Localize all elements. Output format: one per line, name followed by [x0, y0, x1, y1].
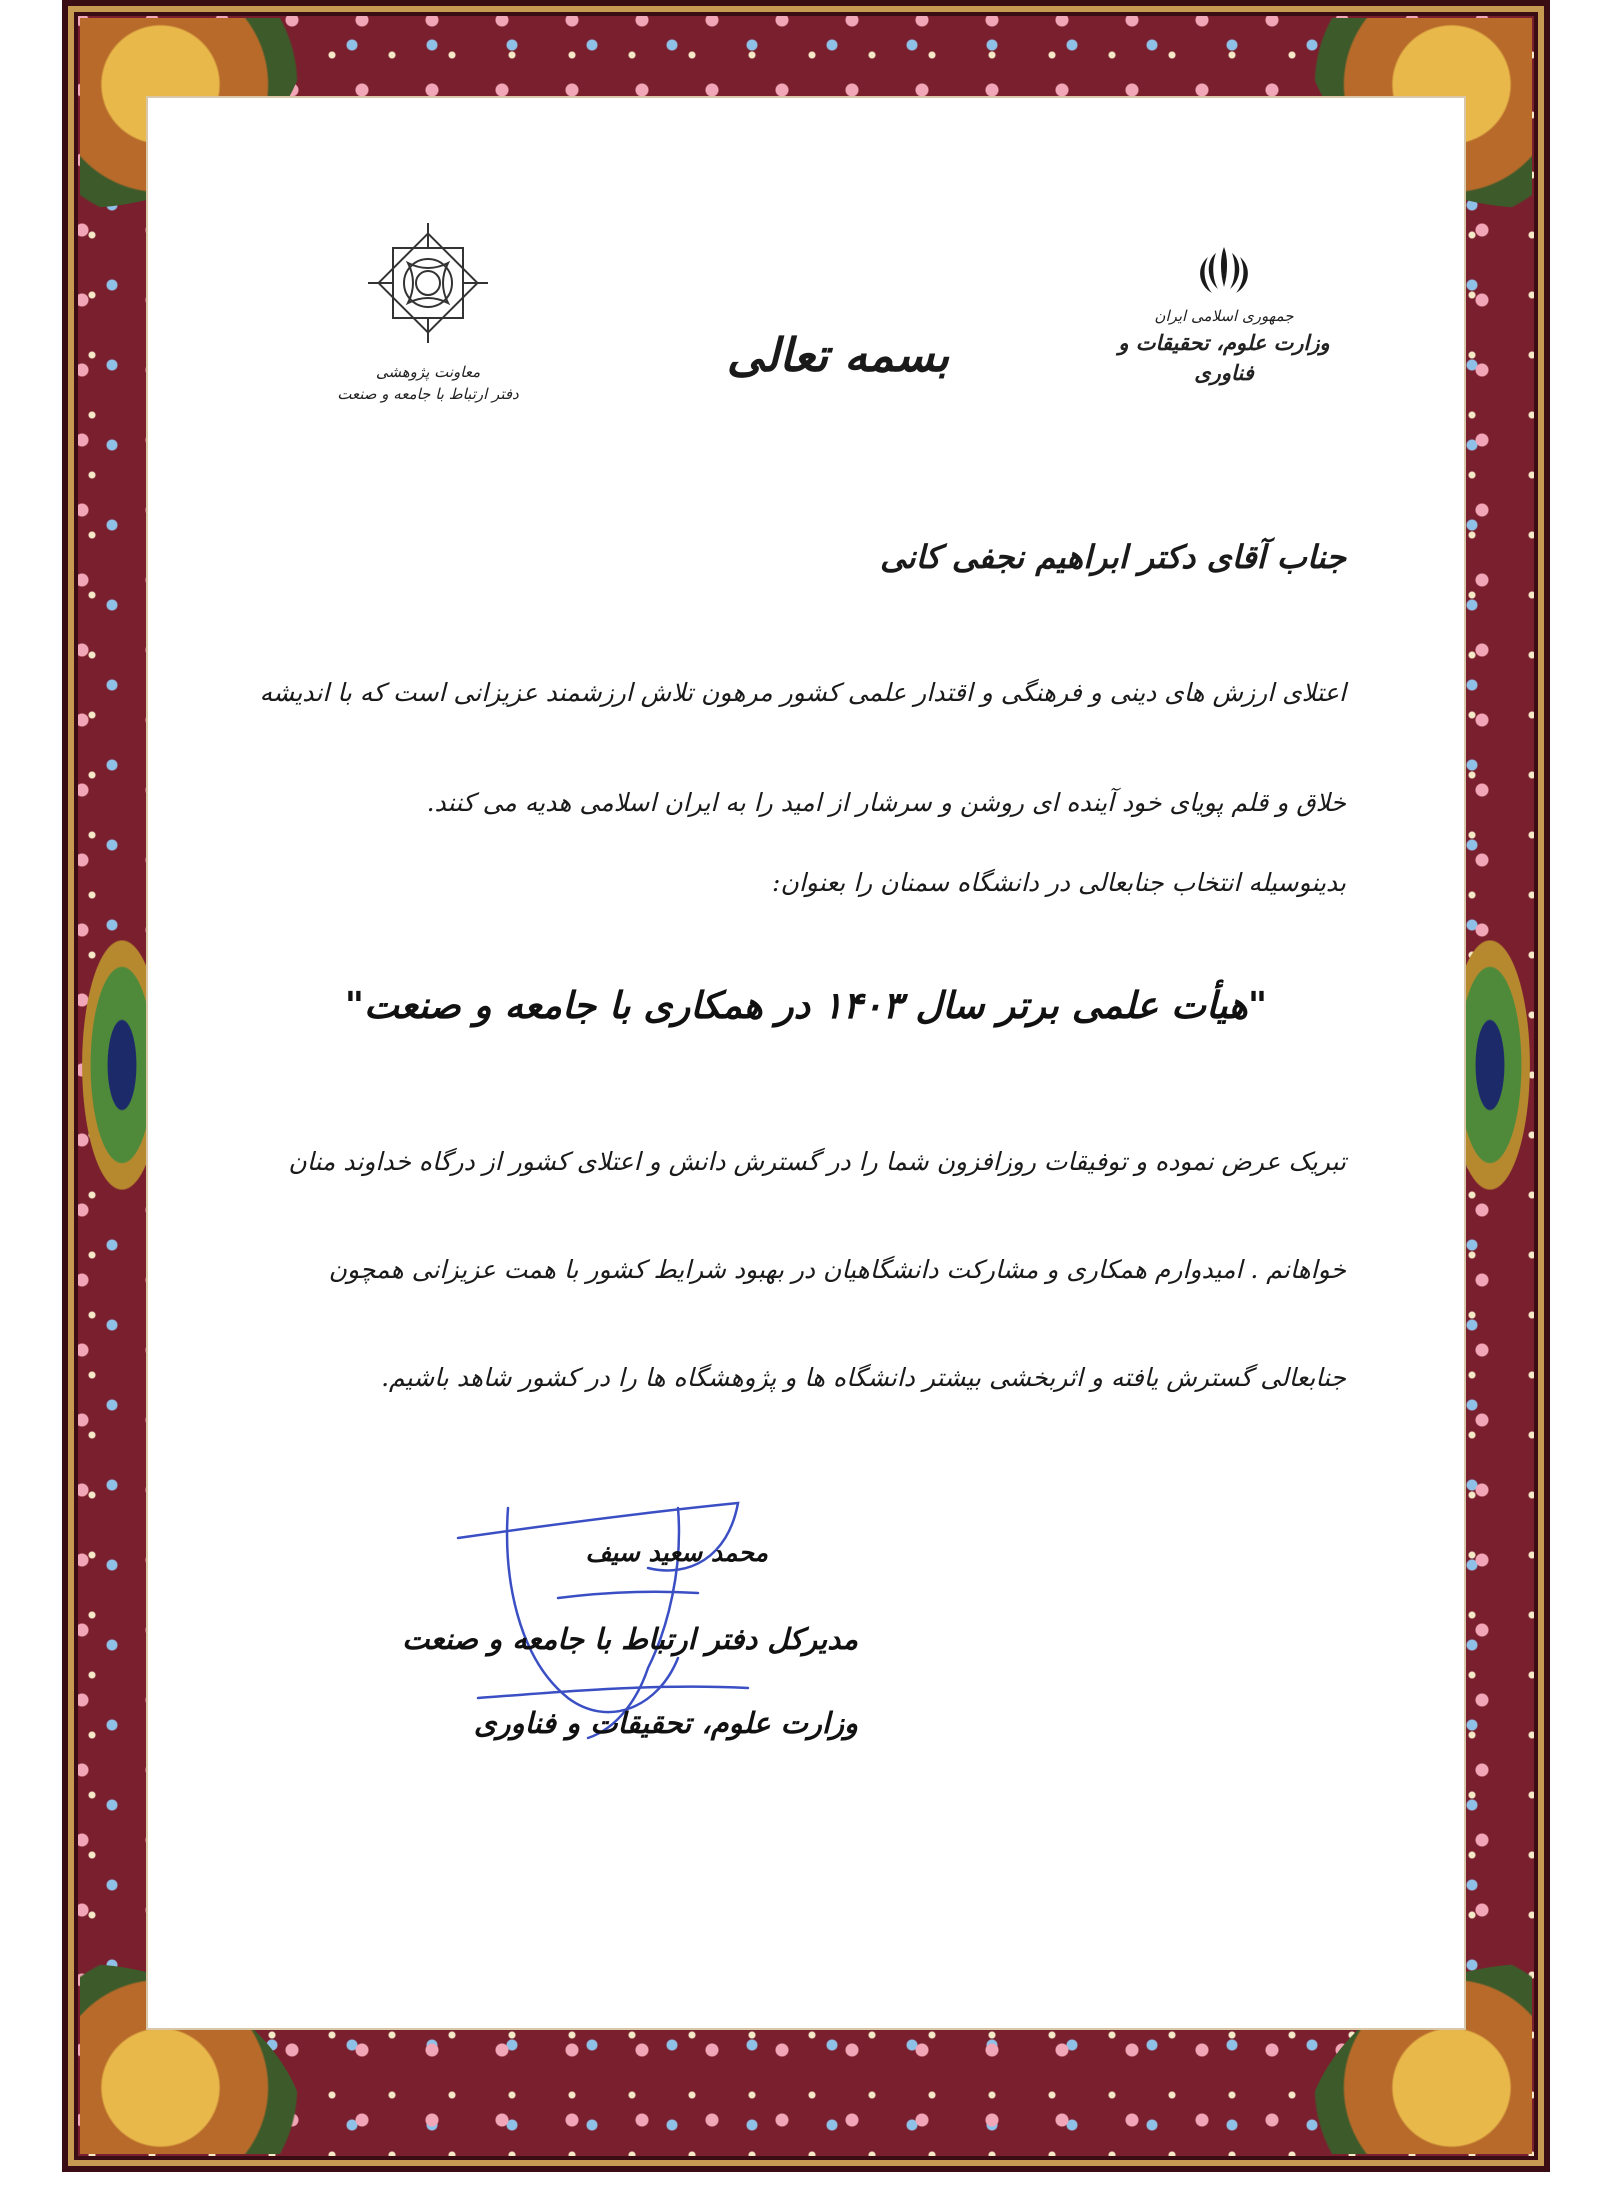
paragraph-2: بدینوسیله انتخاب جنابعالی در دانشگاه سمنان را بعنوان:: [772, 868, 1346, 897]
signer-name: محمد سعید سیف: [585, 1538, 768, 1567]
ministry-caption-line2: وزارت علوم، تحقیقات و فناوری: [1118, 329, 1330, 386]
paragraph-1: اعتلای ارزش های دینی و فرهنگی و اقتدار علمی کشور مرهون تلاش ارزشمند عزیزانی است که با اندیشه خلاق و قلم پویای خود آینده ای روشن و سرشار از امید را به ایران اسلامی هدیه می کنند.: [259, 678, 1346, 817]
signature-block: [398, 1538, 858, 1740]
certificate-sheet: [62, 0, 1550, 2172]
research-office-logo: [328, 218, 528, 406]
signer-title: مدیرکل دفتر ارتباط با جامعه و صنعت: [402, 1622, 858, 1656]
salutation: جناب آقای دکتر ابراهیم نجفی کانی: [880, 538, 1346, 576]
ornament-star-icon: [363, 218, 493, 348]
bismillah-calligraphy: بسمه تعالی: [726, 328, 950, 382]
logo-caption-line2: دفتر ارتباط با جامعه و صنعت: [337, 384, 519, 403]
iran-emblem-icon: [1194, 243, 1254, 298]
ministry-logo: [1094, 243, 1354, 389]
ministry-caption-line1: جمهوری اسلامی ایران: [1154, 307, 1294, 325]
award-title: "هیأت علمی برتر سال ۱۴۰۳ در همکاری با جامعه و صنعت": [344, 983, 1268, 1027]
signer-organization: وزارت علوم، تحقیقات و فناوری: [473, 1706, 858, 1740]
paragraph-3: تبریک عرض نموده و توفیقات روزافزون شما را در گسترش دانش و اعتلای کشور از درگاه خداوند منان خواهانم . امیدوارم همکاری و مشارکت دانشگاهیان در بهبود شرایط کشور با همت عزیزانی همچون جنابعالی گسترش یافته و اثربخشی بیشتر دانشگاه ها و پژوهشگاه ها را در کشور شاهد باشیم.: [288, 1147, 1346, 1392]
logo-caption-line1: معاونت پژوهشی: [375, 363, 481, 381]
letter-paper: [148, 98, 1464, 2028]
